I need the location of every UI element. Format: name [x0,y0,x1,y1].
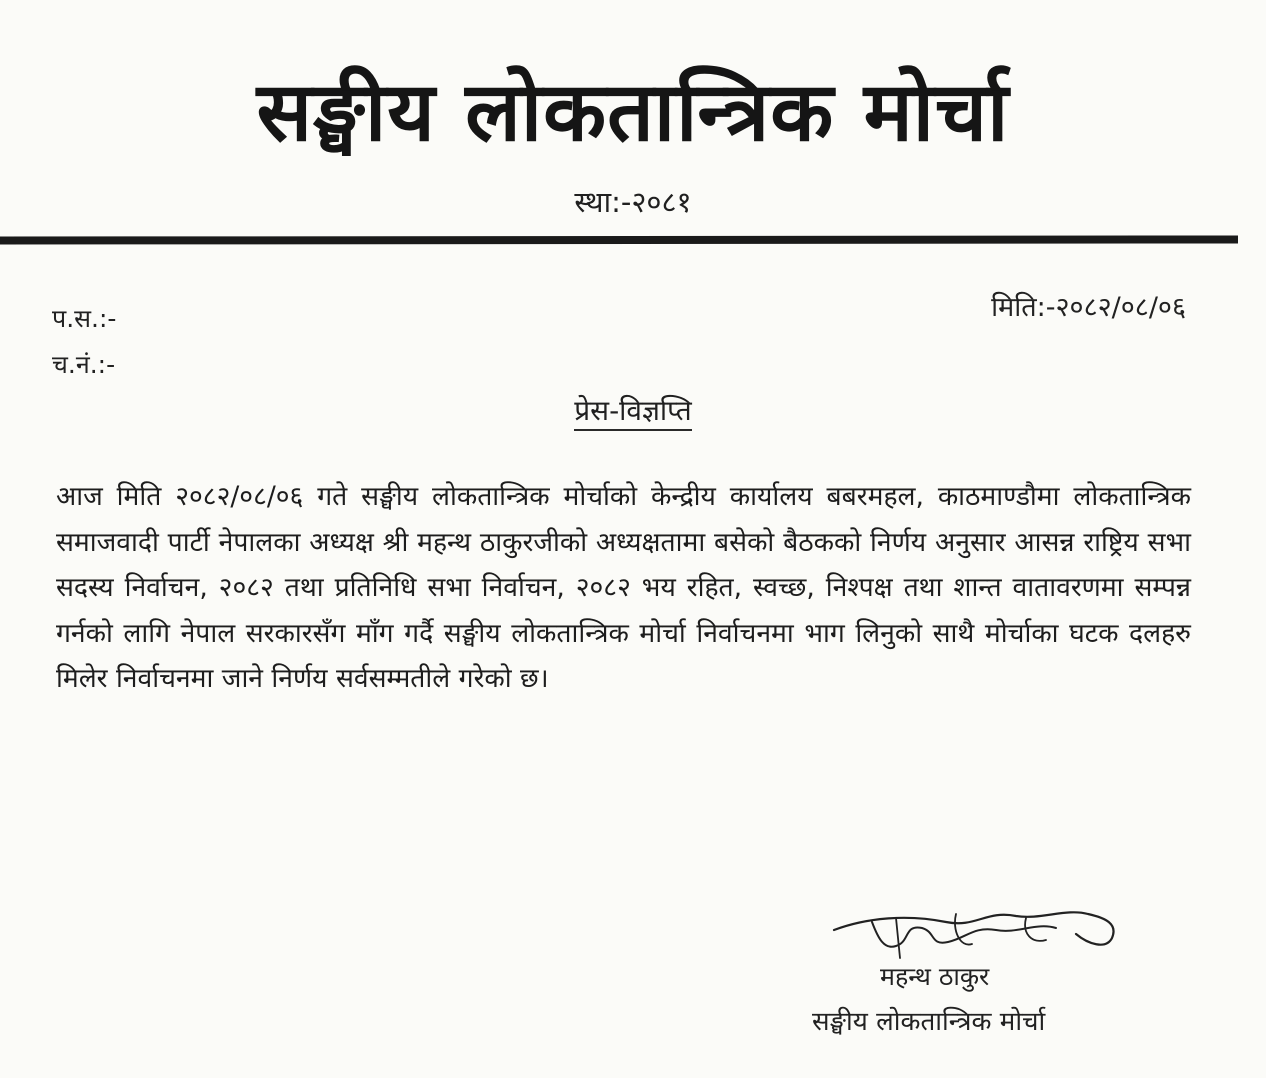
signer-name: महन्थ ठाकुर [880,962,990,991]
dispatch-number: च.नं.:- [52,350,116,379]
organization-title: सङ्घीय लोकतान्त्रिक मोर्चा [256,65,1010,160]
document-date: मिति:-२०८२/०८/०६ [991,292,1186,323]
reference-number: प.स.:- [52,304,117,333]
notice-heading-text: प्रेस-विज्ञप्ति [574,394,692,431]
signer-organization: सङ्घीय लोकतान्त्रिक मोर्चा [812,1007,1046,1037]
established-year: स्था:-२०८१ [574,185,692,219]
notice-body: आज मिति २०८२/०८/०६ गते सङ्घीय लोकतान्त्रिक मोर्चाको केन्द्रीय कार्यालय बबरमहल, काठमाण्डौमा लोकतान्त्रिक समाजवादी पार्टी नेपालका अध्यक्ष श्री महन्थ ठाकुरजीको अध्यक्षतामा बसेको बैठकको निर्णय अनुसार आसन्न राष्ट्रिय सभा सदस्य निर्वाचन, २०८२ तथा प्रतिनिधि सभा निर्वाचन, २०८२ भय रहित, स्वच्छ, निश्पक्ष तथा शान्त वातावरणमा सम्पन्न गर्नको लागि नेपाल सरकारसँग माँग गर्दै सङ्घीय लोकतान्त्रिक मोर्चा निर्वाचनमा भाग लिनुको साथै मोर्चाका घटक दलहरु मिलेर निर्वाचनमा जाने निर्णय सर्वसम्मतीले गरेको छ। [56,481,1191,694]
notice-heading [0,392,1266,430]
header-divider [0,235,1238,244]
